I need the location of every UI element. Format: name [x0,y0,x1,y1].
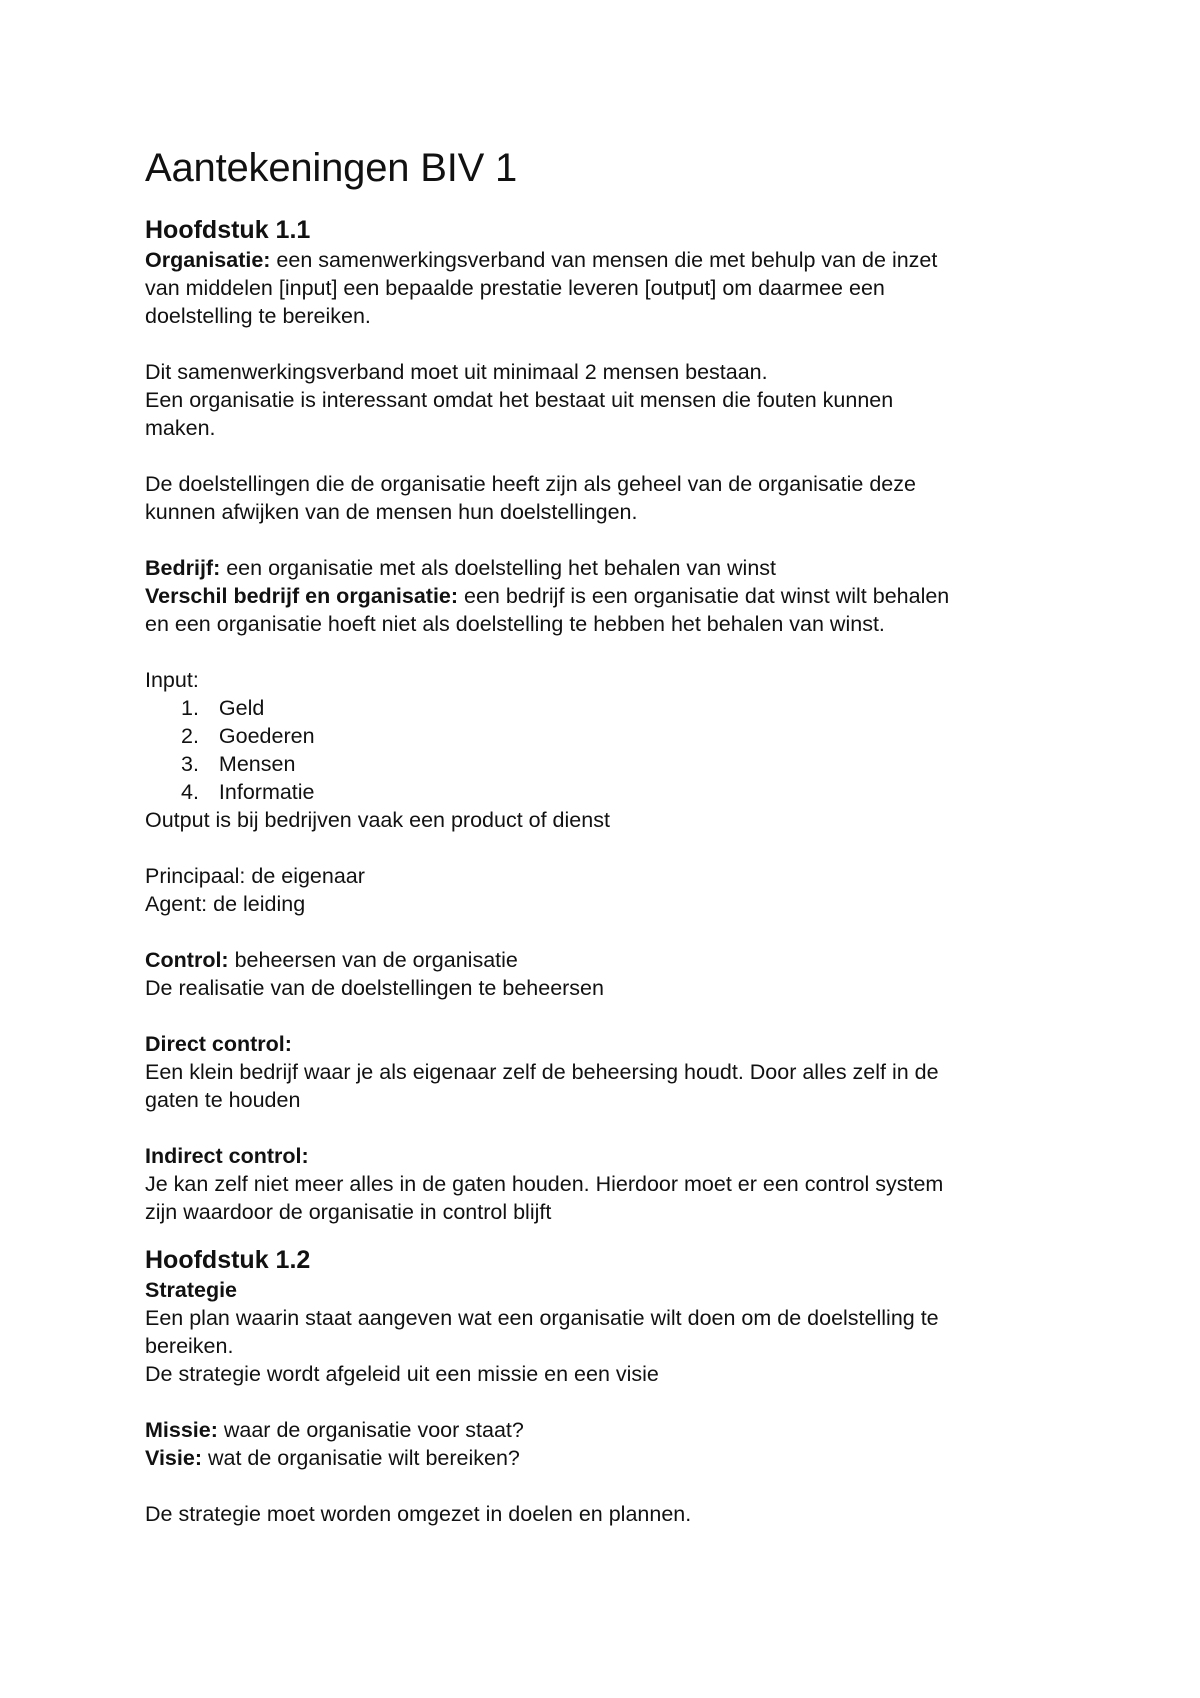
organisatie-label: Organisatie: [145,248,271,272]
strategie-label-text: Strategie [145,1278,238,1302]
list-item [145,778,1075,806]
indirect-control-label-text: Indirect control: [145,1144,309,1168]
list-item [145,750,1075,778]
control-text: beheersen van de organisatie [228,948,518,972]
paragraph-3-line-2: kunnen afwijken van de mensen hun doelstellingen. [145,500,638,524]
strategie-line-3: De strategie wordt afgeleid uit een missie en een visie [145,1362,659,1386]
indirect-control-line-1: Je kan zelf niet meer alles in de gaten houden. Hierdoor moet er een control system [145,1172,944,1196]
verschil-text-1: een bedrijf is een organisatie dat winst wilt behalen [458,584,950,608]
paragraph-2-line-1: Dit samenwerkingsverband moet uit minimaal 2 mensen bestaan. [145,360,768,384]
final-line: De strategie moet worden omgezet in doelen en plannen. [145,1502,692,1526]
document-page [145,142,1075,1528]
direct-control-line-2: gaten te houden [145,1088,301,1112]
missie-definition [145,1416,1075,1444]
strategie-line-2: bereiken. [145,1334,234,1358]
indirect-control-label [145,1142,1075,1170]
list-item [145,722,1075,750]
strategie-line-1: Een plan waarin staat aangeven wat een organisatie wilt doen om de doelstelling te [145,1306,939,1330]
input-list [145,694,1075,806]
bedrijf-definition [145,554,1075,582]
control-label: Control: [145,948,229,972]
bedrijf-text: een organisatie met als doelstelling het behalen van winst [220,556,777,580]
visie-definition [145,1444,1075,1472]
agent-text: Agent: de leiding [145,892,306,916]
strategie-label [145,1276,1075,1304]
missie-label: Missie: [145,1418,218,1442]
organisatie-text-1: een samenwerkingsverband van mensen die met behulp van de inzet [270,248,938,272]
paragraph-2-line-2: Een organisatie is interessant omdat het bestaat uit mensen die fouten kunnen [145,388,894,412]
list-item-number: 1. [181,696,199,720]
list-item-number: 3. [181,752,199,776]
paragraph-2-line-3: maken. [145,416,216,440]
list-item-text: Informatie [218,780,315,804]
list-item-text: Geld [218,696,265,720]
direct-control-label-text: Direct control: [145,1032,292,1056]
list-item [145,694,1075,722]
paragraph-3-line-1: De doelstellingen die de organisatie heeft zijn als geheel van de organisatie deze [145,472,916,496]
verschil-definition [145,582,1075,610]
output-text: Output is bij bedrijven vaak een product of dienst [145,808,610,832]
visie-label: Visie: [145,1446,202,1470]
organisatie-definition [145,246,1075,274]
list-item-text: Mensen [218,752,296,776]
visie-text: wat de organisatie wilt bereiken? [201,1446,520,1470]
verschil-text-2: en een organisatie hoeft niet als doelstelling te hebben het behalen van winst. [145,612,885,636]
direct-control-line-1: Een klein bedrijf waar je als eigenaar zelf de beheersing houdt. Door alles zelf in de [145,1060,939,1084]
control-definition [145,946,1075,974]
list-item-text: Goederen [218,724,315,748]
missie-text: waar de organisatie voor staat? [217,1418,524,1442]
principaal-text: Principaal: de eigenaar [145,864,365,888]
indirect-control-line-2: zijn waardoor de organisatie in control blijft [145,1200,552,1224]
input-label: Input: [145,668,199,692]
list-item-number: 4. [181,780,199,804]
direct-control-label [145,1030,1075,1058]
organisatie-text-2: van middelen [input] een bepaalde prestatie leveren [output] om daarmee een [145,276,885,300]
chapter-heading-1-2: Hoofdstuk 1.2 [145,1246,311,1274]
verschil-label: Verschil bedrijf en organisatie: [145,584,459,608]
bedrijf-label: Bedrijf: [145,556,221,580]
chapter-heading-1-1: Hoofdstuk 1.1 [145,216,311,244]
control-line-2: De realisatie van de doelstellingen te beheersen [145,976,604,1000]
list-item-number: 2. [181,724,199,748]
organisatie-text-3: doelstelling te bereiken. [145,304,371,328]
document-title: Aantekeningen BIV 1 [145,146,518,190]
